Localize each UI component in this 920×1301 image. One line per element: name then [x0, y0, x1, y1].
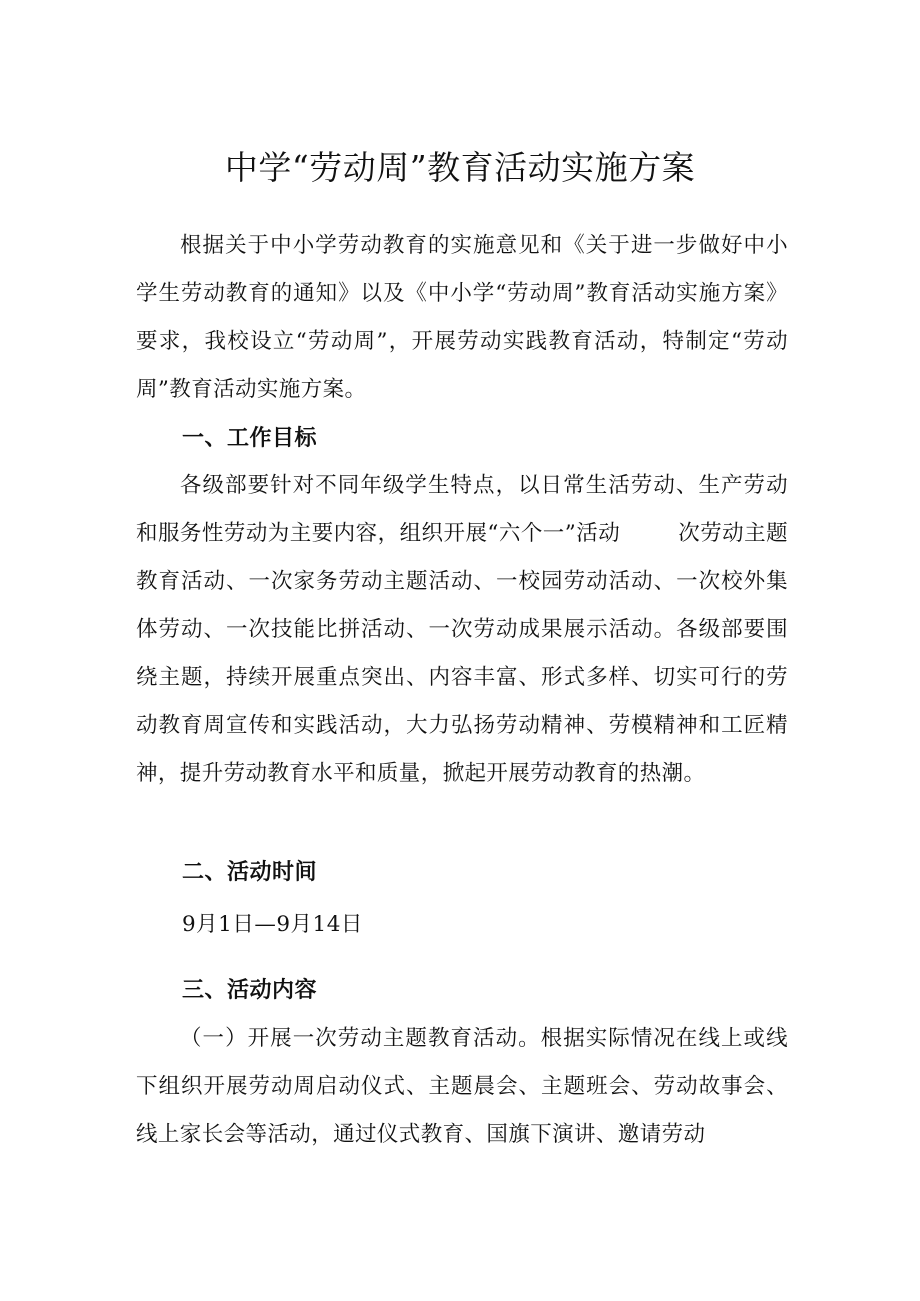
document-title: 中学“劳动周”教育活动实施方案	[224, 148, 696, 187]
activity-dates: 9月1日—9月14日	[182, 912, 363, 937]
goals-paragraph-part2: 次劳动主题教育活动、一次家务劳动主题活动、一校园劳动活动、一次校外集体劳动、一次技能比拼活动、一次劳动成果展示活动。各级部要围绕主题，持续开展重点突出、内容丰富、形式多样、切实可行的劳动教育周宣传和实践活动，大力弘扬劳动精神、劳模精神和工匠精神，提升劳动教育水平和质量，掀起开展劳动教育的热潮。	[136, 521, 788, 786]
section-heading-content: 三、活动内容	[182, 978, 318, 1003]
goals-paragraph-part1: 各级部要针对不同年级学生特点，以日常生活劳动、生产劳动和服务性劳动为主要内容，组织开展“六个一”活动	[136, 473, 788, 546]
section-heading-goals: 一、工作目标	[182, 426, 318, 451]
section-heading-time: 二、活动时间	[182, 860, 318, 885]
content-paragraph: （一）开展一次劳动主题教育活动。根据实际情况在线上或线下组织开展劳动周启动仪式、主题晨会、主题班会、劳动故事会、线上家长会等活动，通过仪式教育、国旗下演讲、邀请劳动	[136, 1026, 788, 1147]
intro-paragraph: 根据关于中小学劳动教育的实施意见和《关于进一步做好中小学生劳动教育的通知》以及《中小学“劳动周”教育活动实施方案》要求，我校设立“劳动周”，开展劳动实践教育活动，特制定“劳动周”教育活动实施方案。	[136, 233, 788, 402]
goals-paragraph	[136, 462, 788, 798]
